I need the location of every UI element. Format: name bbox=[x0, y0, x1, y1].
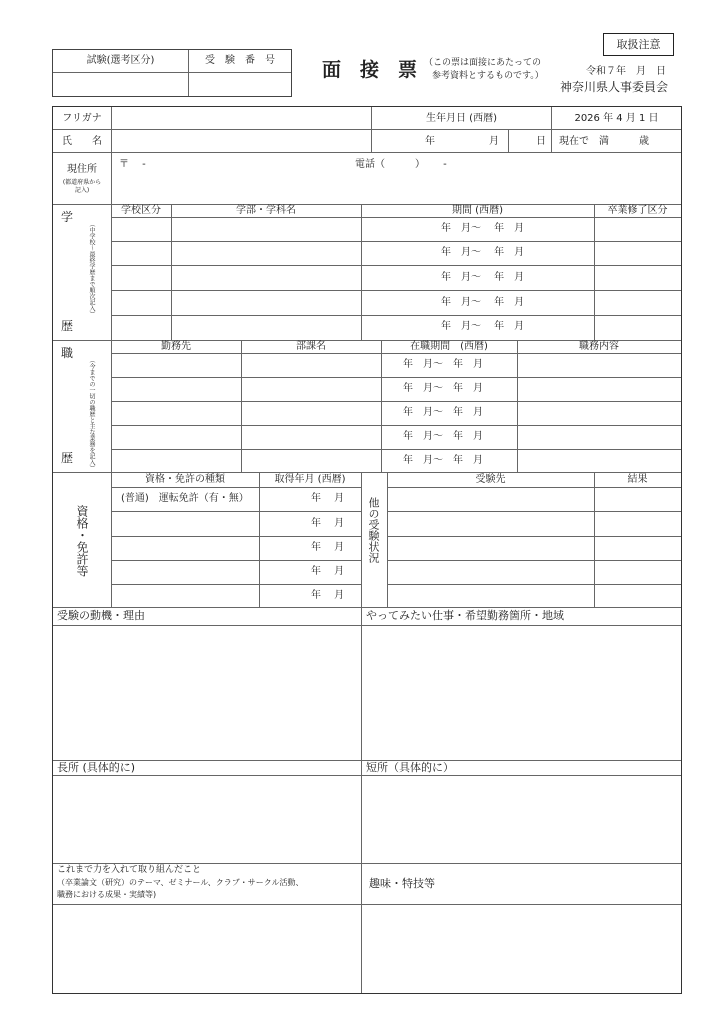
licenses-side-label: 資格・免許等 bbox=[75, 505, 89, 577]
career-period: 年 月～ 年 月 bbox=[403, 383, 483, 394]
furigana-field[interactable] bbox=[112, 108, 370, 129]
address-field[interactable] bbox=[112, 153, 681, 204]
strengths-field[interactable] bbox=[54, 776, 360, 863]
other-exam-header-where: 受験先 bbox=[475, 474, 506, 485]
license-date: 年 月 bbox=[311, 493, 345, 504]
career-period: 年 月～ 年 月 bbox=[403, 455, 483, 466]
postal-code: 〒 - bbox=[119, 159, 146, 170]
form-note-1: （この票は面接にあたっての bbox=[424, 58, 542, 68]
edu-header-school-type: 学校区分 bbox=[121, 205, 161, 216]
name-field[interactable] bbox=[112, 130, 370, 152]
organization-name: 神奈川県人事委員会 bbox=[560, 80, 669, 94]
age-line: 現在で 満 歳 bbox=[559, 136, 649, 147]
exam-number-field[interactable] bbox=[189, 73, 291, 96]
dob-day-label: 日 bbox=[536, 136, 546, 147]
address-label: 現住所 bbox=[67, 164, 97, 175]
desired-work-label: やってみたい仕事・希望勤務箇所・地域 bbox=[366, 609, 564, 622]
dob-label: 生年月日 (西暦) bbox=[426, 113, 497, 124]
motivation-label: 受験の動機・理由 bbox=[57, 609, 145, 622]
career-period: 年 月～ 年 月 bbox=[403, 431, 483, 442]
furigana-label: フリガナ bbox=[62, 113, 102, 124]
other-exams-side-label: 他の受験状況 bbox=[367, 497, 380, 563]
edu-header-graduation: 卒業修了区分 bbox=[607, 205, 668, 216]
license-date: 年 月 bbox=[311, 518, 345, 529]
other-exam-header-result: 結果 bbox=[627, 474, 648, 485]
form-title: 面 接 票 bbox=[322, 59, 418, 81]
name-label: 氏 名 bbox=[62, 136, 102, 147]
desired-work-field[interactable] bbox=[362, 626, 681, 760]
license-date: 年 月 bbox=[311, 566, 345, 577]
date-line: 令和７年 月 日 bbox=[586, 66, 666, 77]
edu-period: 年 月～ 年 月 bbox=[441, 321, 525, 332]
license-row-drivers: (普通) 運転免許（有・無） bbox=[121, 493, 249, 504]
efforts-label-3: 職務における成果・実績等) bbox=[57, 890, 157, 899]
edu-period: 年 月～ 年 月 bbox=[441, 247, 525, 258]
career-header-period: 在職期間 (西暦) bbox=[410, 341, 488, 352]
hobbies-label: 趣味・特技等 bbox=[369, 877, 435, 890]
efforts-field[interactable] bbox=[54, 905, 360, 993]
edu-period: 年 月～ 年 月 bbox=[441, 297, 525, 308]
career-side-note: （今までの一切の職歴と主な業務を記入） bbox=[88, 357, 95, 471]
weaknesses-field[interactable] bbox=[362, 776, 681, 863]
career-side-bottom: 歴 bbox=[61, 451, 74, 465]
edu-period: 年 月～ 年 月 bbox=[441, 272, 525, 283]
form-note-2: 参考資料とするものです。） bbox=[432, 71, 544, 81]
interview-form bbox=[52, 106, 682, 994]
exam-category-label: 試験(選考区分) bbox=[86, 55, 155, 66]
dob-year-label: 年 bbox=[425, 136, 435, 147]
license-date: 年 月 bbox=[311, 590, 345, 601]
address-note-2: 記入) bbox=[74, 187, 90, 194]
strengths-label: 長所 (具体的に) bbox=[57, 761, 136, 774]
edu-period: 年 月～ 年 月 bbox=[441, 223, 525, 234]
weaknesses-label: 短所（具体的に） bbox=[366, 761, 454, 774]
license-header-date: 取得年月 (西暦) bbox=[274, 474, 346, 485]
exam-category-field[interactable] bbox=[54, 73, 187, 96]
address-note-1: (都道府県から bbox=[62, 179, 102, 186]
motivation-field[interactable] bbox=[54, 626, 360, 760]
license-date: 年 月 bbox=[311, 542, 345, 553]
exam-number-label: 受 験 番 号 bbox=[205, 55, 275, 66]
education-side-bottom: 歴 bbox=[61, 319, 74, 333]
career-header-employer: 勤務先 bbox=[161, 341, 191, 352]
license-header-type: 資格・免許の種類 bbox=[145, 474, 225, 485]
career-side-top: 職 bbox=[61, 346, 74, 360]
efforts-label-2: （卒業論文（研究）のテーマ、ゼミナール、クラブ・サークル活動、 bbox=[57, 878, 304, 887]
career-period: 年 月～ 年 月 bbox=[403, 359, 483, 370]
education-side-top: 学 bbox=[61, 210, 74, 224]
career-header-duties: 職務内容 bbox=[579, 341, 619, 352]
exam-info-box bbox=[52, 49, 292, 97]
dob-month-label: 月 bbox=[489, 136, 499, 147]
career-period: 年 月～ 年 月 bbox=[403, 407, 483, 418]
education-side-note: （中学校〜最終学歴まで順次記入） bbox=[88, 221, 95, 317]
phone-label: 電話（ ） - bbox=[355, 159, 447, 170]
hobbies-field[interactable] bbox=[362, 905, 681, 993]
efforts-label-1: これまで力を入れて取り組んだこと bbox=[57, 865, 202, 875]
career-header-department: 部課名 bbox=[296, 341, 326, 352]
edu-header-faculty: 学部・学科名 bbox=[236, 205, 296, 216]
reference-date: 2026 年 4 月 1 日 bbox=[574, 113, 659, 124]
handling-caution-badge: 取扱注意 bbox=[603, 33, 674, 56]
edu-header-period: 期間 (西暦) bbox=[452, 205, 503, 216]
